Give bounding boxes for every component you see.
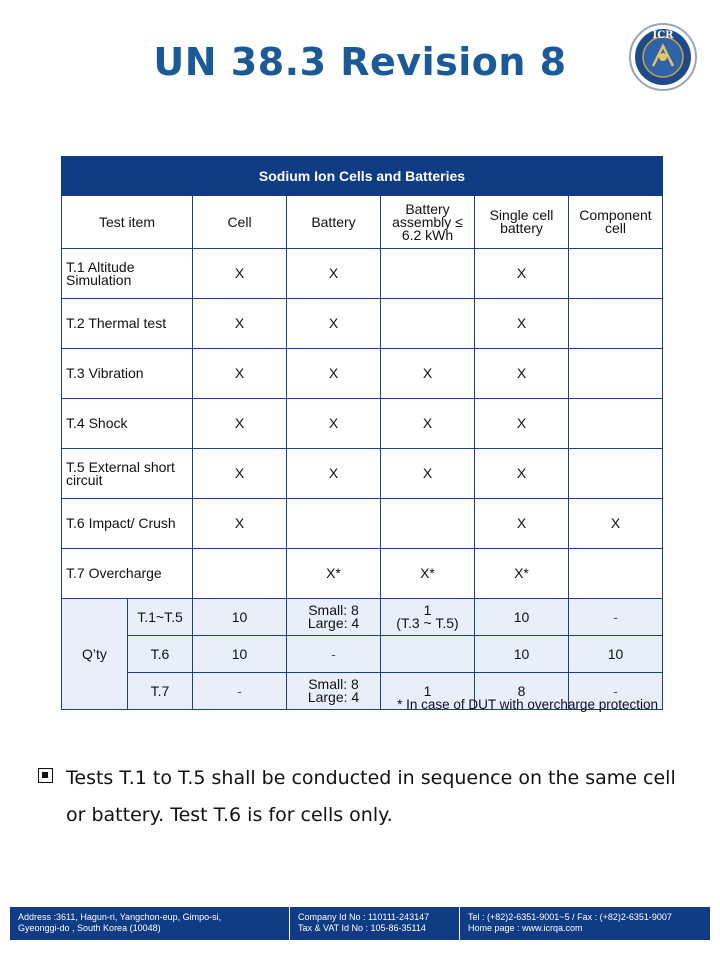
qty-value-cell: -	[193, 673, 287, 710]
qty-row	[62, 636, 663, 673]
applicability-cell	[193, 549, 287, 599]
qty-value-cell: Small: 8 Large: 4	[287, 599, 381, 636]
applicability-cell	[569, 349, 663, 399]
footer-contact-line: Home page : www.icrqa.com	[468, 923, 583, 933]
applicability-cell	[569, 399, 663, 449]
logo-text: ICR	[652, 30, 674, 41]
table-row	[62, 549, 663, 599]
qty-value-cell: 10	[569, 636, 663, 673]
applicability-cell: X	[475, 399, 569, 449]
qty-row	[62, 599, 663, 636]
table-row	[62, 299, 663, 349]
qty-value-cell: -	[569, 673, 663, 710]
applicability-cell: X	[193, 449, 287, 499]
applicability-cell: X	[475, 299, 569, 349]
applicability-cell: X	[381, 349, 475, 399]
applicability-cell: X	[193, 399, 287, 449]
applicability-cell	[569, 249, 663, 299]
test-matrix-table	[61, 156, 663, 710]
applicability-cell	[381, 499, 475, 549]
test-item-cell: T.1 Altitude Simulation	[62, 249, 193, 299]
test-item-cell: T.5 External short circuit	[62, 449, 193, 499]
footer-address-line: Gyeonggi-do , South Korea (10048)	[18, 923, 161, 933]
test-item-cell: T.2 Thermal test	[62, 299, 193, 349]
applicability-cell: X	[381, 449, 475, 499]
applicability-cell	[381, 249, 475, 299]
qty-test-cell: T.7	[128, 673, 193, 710]
qty-value-cell: -	[287, 636, 381, 673]
square-bullet-icon	[38, 768, 53, 783]
page-title: UN 38.3 Revision 8	[153, 40, 567, 84]
qty-value-cell: 1	[381, 673, 475, 710]
footer-contact	[460, 907, 710, 940]
applicability-cell	[569, 549, 663, 599]
test-matrix-table-wrap	[61, 156, 662, 710]
applicability-cell: X	[287, 249, 381, 299]
note-paragraph	[38, 760, 678, 834]
table-row	[62, 499, 663, 549]
test-item-cell: T.3 Vibration	[62, 349, 193, 399]
table-row	[62, 349, 663, 399]
applicability-cell: X*	[381, 549, 475, 599]
qty-label: Q’ty	[62, 599, 128, 710]
applicability-cell: X	[475, 449, 569, 499]
applicability-cell	[287, 499, 381, 549]
applicability-cell: X	[475, 249, 569, 299]
applicability-cell	[569, 299, 663, 349]
column-header: Battery assembly ≤ 6.2 kWh	[381, 196, 475, 249]
qty-value-cell: 10	[193, 636, 287, 673]
footer-company-line: Company Id No : 110111-243147	[298, 912, 430, 922]
applicability-cell: X	[475, 349, 569, 399]
qty-test-cell: T.1~T.5	[128, 599, 193, 636]
table-row	[62, 449, 663, 499]
applicability-cell: X	[381, 399, 475, 449]
table-footnote: * In case of DUT with overcharge protection	[397, 697, 658, 712]
qty-value-cell: 1 (T.3 ~ T.5)	[381, 599, 475, 636]
qty-value-cell: 10	[193, 599, 287, 636]
table-body	[62, 196, 663, 710]
footer-company-ids	[290, 907, 460, 940]
column-header: Battery	[287, 196, 381, 249]
test-item-cell: T.4 Shock	[62, 399, 193, 449]
table-row	[62, 249, 663, 299]
qty-test-cell: T.6	[128, 636, 193, 673]
table-row	[62, 399, 663, 449]
applicability-cell: X	[193, 299, 287, 349]
qty-value-cell: 10	[475, 636, 569, 673]
column-header: Cell	[193, 196, 287, 249]
applicability-cell: X	[193, 499, 287, 549]
table-heading: Sodium Ion Cells and Batteries	[62, 157, 663, 196]
applicability-cell: X	[193, 349, 287, 399]
footer-company-line: Tax & VAT Id No : 105-86-35114	[298, 923, 426, 933]
applicability-cell: X	[287, 449, 381, 499]
applicability-cell: X	[287, 349, 381, 399]
column-header: Test item	[62, 196, 193, 249]
applicability-cell: X*	[287, 549, 381, 599]
test-item-cell: T.6 Impact/ Crush	[62, 499, 193, 549]
qty-value-cell: -	[569, 599, 663, 636]
applicability-cell	[381, 299, 475, 349]
note-text: Tests T.1 to T.5 shall be conducted in sequence on the same cell or battery. Test T.6 is for cells only.	[66, 767, 676, 826]
footer-address-line: Address :3611, Hagun-ri, Yangchon-eup, Gimpo-si,	[18, 912, 222, 922]
applicability-cell	[569, 449, 663, 499]
page-footer	[10, 907, 710, 940]
icr-logo-seal	[628, 22, 698, 92]
test-item-cell: T.7 Overcharge	[62, 549, 193, 599]
applicability-cell: X	[569, 499, 663, 549]
qty-value-cell	[381, 636, 475, 673]
qty-value-cell: 10	[475, 599, 569, 636]
qty-value-cell: 8	[475, 673, 569, 710]
column-header-row	[62, 196, 663, 249]
column-header: Component cell	[569, 196, 663, 249]
applicability-cell: X	[193, 249, 287, 299]
applicability-cell: X*	[475, 549, 569, 599]
column-header: Single cell battery	[475, 196, 569, 249]
footer-contact-line: Tel : (+82)2-6351-9001~5 / Fax : (+82)2-6351-9007	[468, 912, 672, 922]
footer-address	[10, 907, 290, 940]
applicability-cell: X	[287, 399, 381, 449]
qty-value-cell: Small: 8 Large: 4	[287, 673, 381, 710]
applicability-cell: X	[287, 299, 381, 349]
applicability-cell: X	[475, 499, 569, 549]
